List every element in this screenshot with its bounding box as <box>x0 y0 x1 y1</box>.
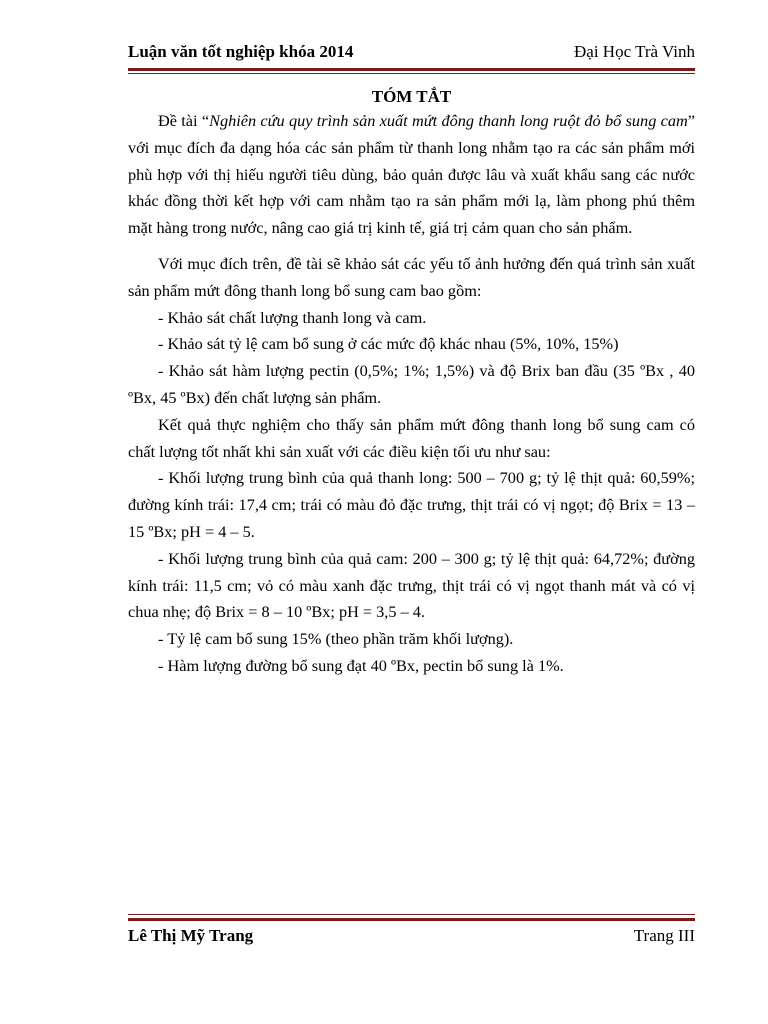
survey-item: - Khảo sát tỷ lệ cam bổ sung ở các mức độ khác nhau (5%, 10%, 15%) <box>158 334 619 354</box>
header-rule-thick <box>128 68 695 71</box>
result-item: - Hàm lượng đường bổ sung đạt 40 ºBx, pectin bổ sung là 1%. <box>158 655 564 675</box>
purpose-paragraph: Với mục đích trên, đề tài sẽ khảo sát các yếu tố ảnh hưởng đến quá trình sản xuất sản phẩm mứt đông thanh long bổ sung cam bao gồm: <box>128 253 695 300</box>
result-item: - Tỷ lệ cam bổ sung 15% (theo phần trăm khối lượng). <box>158 629 514 649</box>
result-item: - Khối lượng trung bình của quả cam: 200 – 300 g; tỷ lệ thịt quả: 64,72%; đường kính trái: 11,5 cm; vỏ có màu xanh đặc trưng, thịt trái có vị ngọt thanh mát và có vị chua nhẹ; độ Brix = 8 – 10 ºBx; pH = 3,5 – 4. <box>128 548 695 622</box>
document-body <box>128 108 695 680</box>
footer-page-number: Trang III <box>633 926 695 945</box>
survey-item: - Khảo sát hàm lượng pectin (0,5%; 1%; 1,5%) và độ Brix ban đầu (35 ºBx , 40 ºBx, 45 ºBx) đến chất lượng sản phẩm. <box>128 361 695 407</box>
footer-author: Lê Thị Mỹ Trang <box>128 926 254 945</box>
intro-prefix: Đề tài “ <box>158 111 210 130</box>
intro-topic: Nghiên cứu quy trình sản xuất mứt đông thanh long ruột đỏ bổ sung cam <box>209 111 688 130</box>
intro-paragraph <box>128 108 695 242</box>
footer-rule-thick <box>128 918 695 921</box>
page-header <box>128 42 695 66</box>
footer-rule-thin <box>128 914 695 915</box>
result-item: - Khối lượng trung bình của quả thanh long: 500 – 700 g; tỷ lệ thịt quả: 60,59%; đường kính trái: 17,4 cm; trái có màu đỏ đặc trưng, thịt trái có vị ngọt; độ Brix = 13 – 15 ºBx; pH = 4 – 5. <box>128 468 695 541</box>
header-university: Đại Học Trà Vinh <box>574 42 695 61</box>
header-thesis-title: Luận văn tốt nghiệp khóa 2014 <box>128 42 354 61</box>
header-rule-thin <box>128 73 695 74</box>
page-footer <box>128 926 695 946</box>
result-intro-paragraph: Kết quả thực nghiệm cho thấy sản phẩm mứt đông thanh long bổ sung cam có chất lượng tốt nhất khi sản xuất với các điều kiện tối ưu như sau: <box>128 414 695 461</box>
intro-suffix: ” với mục đích đa dạng hóa các sản phẩm từ thanh long nhằm tạo ra các sản phẩm mới phù hợp với thị hiếu người tiêu dùng, bảo quản được lâu và xuất khẩu sang các nước khác đồng thời kết hợp với cam nhằm tạo ra sản phẩm mới lạ, làm phong phú thêm mặt hàng trong nước, nâng cao giá trị kinh tế, giá trị cảm quan cho sản phẩm. <box>128 111 695 238</box>
survey-item: - Khảo sát chất lượng thanh long và cam. <box>158 307 427 327</box>
page-title: TÓM TẮT <box>371 87 452 106</box>
